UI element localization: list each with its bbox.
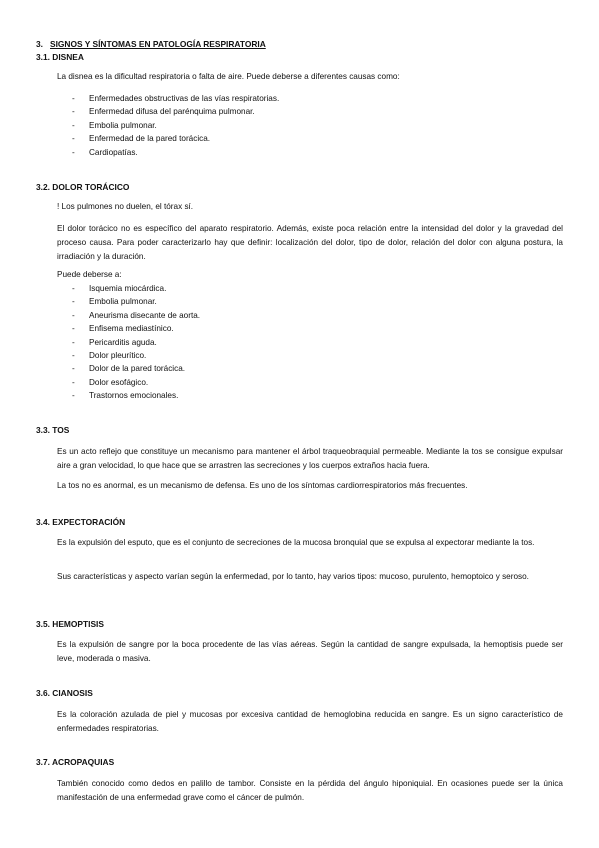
list-item: - Dolor pleurítico. — [72, 349, 200, 362]
paragraph: Es la expulsión de sangre por la boca procedente de las vías aéreas. Según la cantidad de sangre expulsada, la hemoptisis puede ser leve, moderada o masiva. — [57, 640, 563, 663]
title-text: SIGNOS Y SÍNTOMAS EN PATOLOGÍA RESPIRATORIA — [50, 39, 266, 49]
section-heading-cianosis: 3.6. CIANOSIS — [36, 688, 93, 698]
bullet-list-disnea — [72, 92, 279, 159]
section-heading-expectoracion: 3.4. EXPECTORACIÓN — [36, 517, 126, 527]
list-item: - Isquemia miocárdica. — [72, 282, 200, 295]
paragraph: Es un acto reflejo que constituye un mecanismo para mantener el árbol traqueobraquial permeable. Mediante la tos se consigue expulsar aire a gran velocidad, lo que hace que se arrastren las secreciones y los cuerpos extraños hacia fuera. — [57, 447, 563, 470]
list-item: - Embolia pulmonar. — [72, 295, 200, 308]
list-item: - Dolor esofágico. — [72, 376, 200, 389]
section-heading-hemoptisis: 3.5. HEMOPTISIS — [36, 619, 104, 629]
paragraph: Sus características y aspecto varían según la enfermedad, por lo tanto, hay varios tipos: mucoso, purulento, hemoptoico y seroso. — [57, 572, 529, 581]
paragraph: Puede deberse a: — [57, 270, 122, 279]
paragraph: El dolor torácico no es específico del aparato respiratorio. Además, existe poca relación entre la intensidad del dolor y la gravedad del proceso causa. Para poder caracterizarlo hay que definir: localización del dolor, tipo de dolor, relación del dolor con alguna postura, la irradiación y la duración. — [57, 224, 563, 261]
list-item: - Enfermedades obstructivas de las vías respiratorias. — [72, 92, 279, 105]
paragraph: ! Los pulmones no duelen, el tórax sí. — [57, 202, 194, 211]
list-item: - Embolia pulmonar. — [72, 119, 279, 132]
list-item: - Enfermedad de la pared torácica. — [72, 132, 279, 145]
list-item: - Cardiopatías. — [72, 146, 279, 159]
paragraph: La disnea es la dificultad respiratoria o falta de aire. Puede deberse a diferentes causas como: — [57, 72, 400, 81]
document-title — [36, 39, 266, 50]
list-item: - Enfermedad difusa del parénquima pulmonar. — [72, 105, 279, 118]
section-heading-dolor-toracico: 3.2. DOLOR TORÁCICO — [36, 182, 130, 192]
section-heading-acropaquias: 3.7. ACROPAQUIAS — [36, 757, 115, 767]
paragraph: La tos no es anormal, es un mecanismo de defensa. Es uno de los síntomas cardiorrespiratorios más frecuentes. — [57, 481, 468, 490]
list-item: - Enfisema mediastínico. — [72, 322, 200, 335]
bullet-list-dolor-toracico — [72, 282, 200, 403]
paragraph: También conocido como dedos en palillo de tambor. Consiste en la pérdida del ángulo hiponiquial. En ocasiones puede ser la única manifestación de una enfermedad grave como el cáncer de pulmón. — [57, 779, 563, 802]
list-item: - Pericarditis aguda. — [72, 336, 200, 349]
list-item: - Trastornos emocionales. — [72, 389, 200, 402]
section-heading-disnea: 3.1. DISNEA — [36, 52, 84, 62]
list-item: - Aneurisma disecante de aorta. — [72, 309, 200, 322]
section-heading-tos: 3.3. TOS — [36, 425, 70, 435]
list-item: - Dolor de la pared torácica. — [72, 362, 200, 375]
title-number: 3. — [36, 39, 43, 49]
paragraph: Es la expulsión del esputo, que es el conjunto de secreciones de la mucosa bronquial que se expulsa al expectorar mediante la tos. — [57, 538, 535, 547]
paragraph: Es la coloración azulada de piel y mucosas por excesiva cantidad de hemoglobina reducida en sangre. Es un signo característico de enfermedades respiratorias. — [57, 710, 563, 733]
